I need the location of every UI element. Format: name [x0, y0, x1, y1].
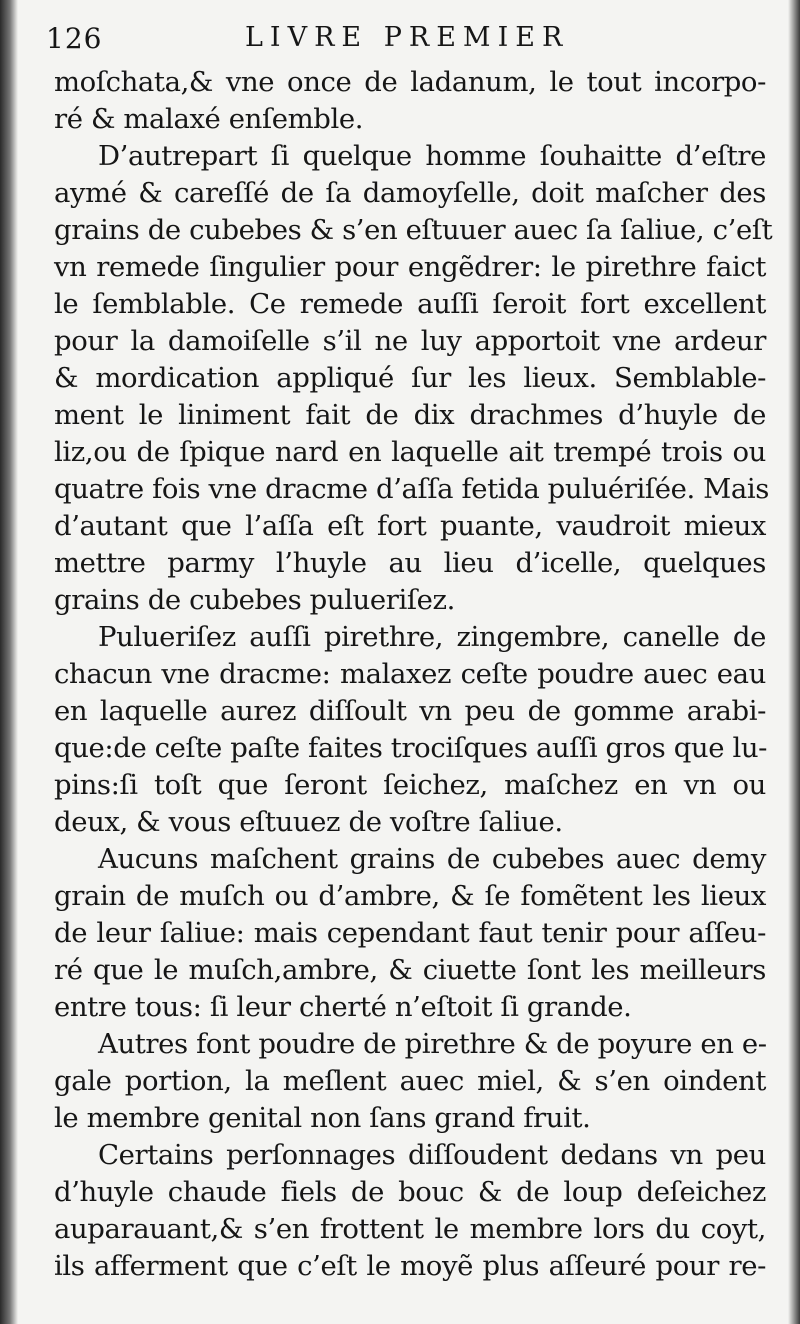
running-head: LIVRE PREMIER — [245, 22, 570, 53]
text-line: aymé & careſſé de ſa damoyſelle, doit maſcher des — [54, 177, 766, 209]
text-line: & mordication appliqué ſur les lieux. Semblable- — [54, 362, 766, 394]
text-line: ment le liniment fait de dix drachmes d’huyle de — [54, 399, 766, 431]
text-line: moſchata,& vne once de ladanum, le tout incorpo- — [54, 66, 766, 98]
scan-left-edge — [0, 0, 18, 1324]
text-line: Pulueriſez auſſi pirethre, zingembre, canelle de — [98, 621, 766, 653]
text-line: vn remede ſingulier pour engẽdrer: le pirethre faict — [54, 251, 766, 283]
text-line: pour la damoiſelle s’il ne luy apportoit vne ardeur — [54, 325, 766, 357]
text-line: auparauant,& s’en frottent le membre lors du coyt, — [54, 1213, 766, 1245]
text-line: liz,ou de ſpique nard en laquelle ait trempé trois ou — [54, 436, 766, 468]
text-line: mettre parmy l’huyle au lieu d’icelle, quelques — [54, 547, 766, 579]
text-line: d’autant que l’aſſa eſt fort puante, vaudroit mieux — [54, 510, 766, 542]
text-line: grains de cubebes & s’en eſtuuer auec ſa ſaliue, c’eſt — [54, 214, 773, 246]
text-line: ils afferment que c’eſt le moyẽ plus aſſeuré pour re- — [54, 1250, 766, 1282]
page-number: 126 — [46, 22, 103, 55]
text-line: le ſemblable. Ce remede auſſi ſeroit fort excellent — [54, 288, 766, 320]
text-line: deux, & vous eſtuuez de voſtre ſaliue. — [54, 806, 563, 838]
text-line: ré & malaxé enſemble. — [54, 103, 364, 135]
scan-right-edge — [788, 0, 800, 1324]
text-line: en laquelle aurez diſſoult vn peu de gomme arabi- — [54, 695, 766, 727]
text-line: chacun vne dracme: malaxez ceſte poudre auec eau — [54, 658, 766, 690]
text-line: D’autrepart ſi quelque homme ſouhaitte d’eſtre — [98, 140, 766, 172]
page-header — [40, 20, 770, 60]
text-line: pins:ſi toſt que ſeront ſeichez, maſchez en vn ou — [54, 769, 766, 801]
body-text — [54, 64, 773, 1285]
text-line: entre tous: ſi leur cherté n’eſtoit ſi grande. — [54, 991, 632, 1023]
text-line: de leur ſaliue: mais cependant faut tenir pour aſſeu- — [54, 917, 766, 949]
text-line: grain de muſch ou d’ambre, & ſe fomẽtent les lieux — [54, 880, 766, 912]
text-line: d’huyle chaude fiels de bouc & de loup deſeichez — [54, 1176, 766, 1208]
text-line: gale portion, la meſlent auec miel, & s’en oindent — [54, 1065, 766, 1097]
text-line: que:de ceſte paſte faites trociſques auſſi gros que lu- — [54, 732, 768, 764]
text-line: grains de cubebes pulueriſez. — [54, 584, 455, 616]
text-line: Certains perſonnages diſſoudent dedans vn peu — [98, 1139, 766, 1171]
text-line: ré que le muſch,ambre, & ciuette ſont les meilleurs — [54, 954, 766, 986]
text-line: Aucuns maſchent grains de cubebes auec demy — [98, 843, 766, 875]
text-line: quatre fois vne dracme d’aſſa fetida puluériſée. Mais — [54, 473, 769, 505]
text-line: le membre genital non ſans grand fruit. — [54, 1102, 591, 1134]
text-line: Autres font poudre de pirethre & de poyure en e- — [98, 1028, 767, 1060]
